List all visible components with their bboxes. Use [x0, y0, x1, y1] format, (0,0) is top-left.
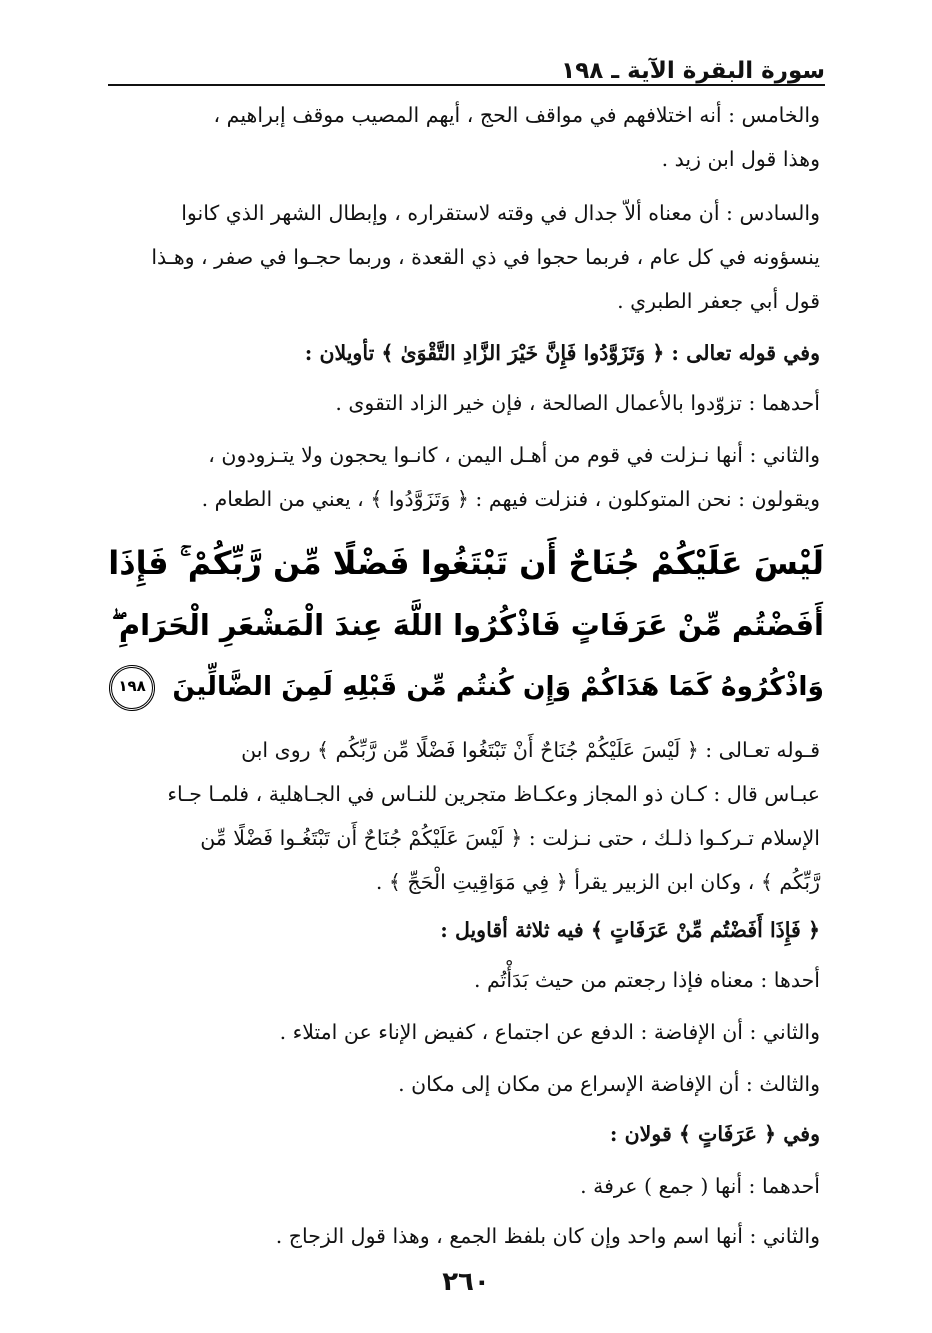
- commentary-line: قـوله تعـالى : ﴿ لَيْسَ عَلَيْكُمْ جُنَاحٌ أَنْ تَبْتَغُوا فَضْلًا مِّن رَّبِّكُم ﴾ روى ابن: [241, 738, 820, 762]
- verse-line: [109, 659, 824, 715]
- verse-line-text: وَاذْكُرُوهُ كَمَا هَدَاكُمْ وَإِن كُنتُم مِّن قَبْلِهِ لَمِنَ الضَّالِّينَ: [172, 671, 824, 702]
- commentary-line: وفي ﴿ عَرَفَاتٍ ﴾ قولان :: [609, 1122, 820, 1146]
- commentary-line: أحدها : معناه فإذا رجعتم من حيث بَدَأْتُم .: [473, 968, 820, 992]
- commentary-line: عبـاس قال : كـان ذو المجاز وعكـاظ متجرين للنـاس في الجـاهلية ، فلمـا جـاء: [167, 782, 820, 806]
- commentary-line: والثاني : أنها اسم واحد وإن كان بلفظ الجمع ، وهذا قول الزجاج .: [275, 1224, 820, 1248]
- header-title: سورة البقرة الآية ـ ١٩٨: [561, 58, 825, 84]
- commentary-line: الإسلام تـركـوا ذلـك ، حتى نـزلت : ﴿ لَيْسَ عَلَيْكُمْ جُنَاحٌ أَن تَبْتَغُـوا فَضْلًا مِّن: [200, 826, 820, 850]
- paragraph-line: والسادس : أن معناه ألاّ جدال في وقته لاستقراره ، وإبطال الشهر الذي كانوا: [181, 201, 820, 225]
- verse-line: لَيْسَ عَلَيْكُمْ جُنَاحٌ أَن تَبْتَغُوا فَضْلًا مِّن رَّبِّكُمْ ۚ فَإِذَا: [108, 544, 824, 582]
- paragraph-line: والخامس : أنه اختلافهم في مواقف الحج ، أيهم المصيب موقف إبراهيم ،: [213, 103, 820, 127]
- commentary-block: [108, 735, 820, 1255]
- paragraph-line: أحدهما : تزوّدوا بالأعمال الصالحة ، فإن خير الزاد التقوى .: [335, 391, 820, 415]
- commentary-line: أحدهما : أنها ( جمع ) عرفة .: [580, 1174, 820, 1198]
- commentary-line: والثالث : أن الإفاضة الإسراع من مكان إلى مكان .: [398, 1072, 820, 1096]
- paragraph-line: ينسؤونه في كل عام ، فربما حجوا في ذي القعدة ، وربما حجـوا في صفر ، وهـذا: [151, 245, 820, 269]
- verse-line: أَفَضْتُم مِّنْ عَرَفَاتٍ فَاذْكُرُوا اللَّهَ عِندَ الْمَشْعَرِ الْحَرَامِ ۖ: [111, 608, 824, 642]
- commentary-line: رَّبِّكُم ﴾ ، وكان ابن الزبير يقرأ ﴿ فِي مَوَاقِيتِ الْحَجِّ ﴾ .: [375, 870, 820, 894]
- header-rule: [108, 84, 825, 86]
- commentary-line: ﴿ فَإِذَا أَفَضْتُم مِّنْ عَرَفَاتٍ ﴾ فيه ثلاثة أقاويل :: [440, 918, 820, 942]
- quran-verse-block: [106, 535, 824, 715]
- paragraph-line: وهذا قول ابن زيد .: [661, 147, 820, 171]
- paragraph-line: والثاني : أنها نـزلت في قوم من أهـل اليمن ، كانـوا يحجون ولا يتـزودون ،: [208, 443, 820, 467]
- verse-number-ornament: ١٩٨: [109, 665, 155, 711]
- commentary-line: والثاني : أن الإفاضة : الدفع عن اجتماع ، كفيض الإناء عن امتلاء .: [279, 1020, 820, 1044]
- paragraph-line: قول أبي جعفر الطبري .: [617, 289, 820, 313]
- paragraph-line: وفي قوله تعالى : ﴿ وَتَزَوَّدُوا فَإِنَّ خَيْرَ الزَّادِ التَّقْوَىٰ ﴾ تأويلان :: [304, 341, 820, 365]
- paragraph-line: ويقولون : نحن المتوكلون ، فنزلت فيهم : ﴿ وَتَزَوَّدُوا ﴾ ، يعني من الطعام .: [201, 487, 820, 511]
- upper-text-block: [108, 100, 820, 530]
- page-number: ٢٦٠: [442, 1267, 490, 1297]
- running-header: [108, 52, 825, 86]
